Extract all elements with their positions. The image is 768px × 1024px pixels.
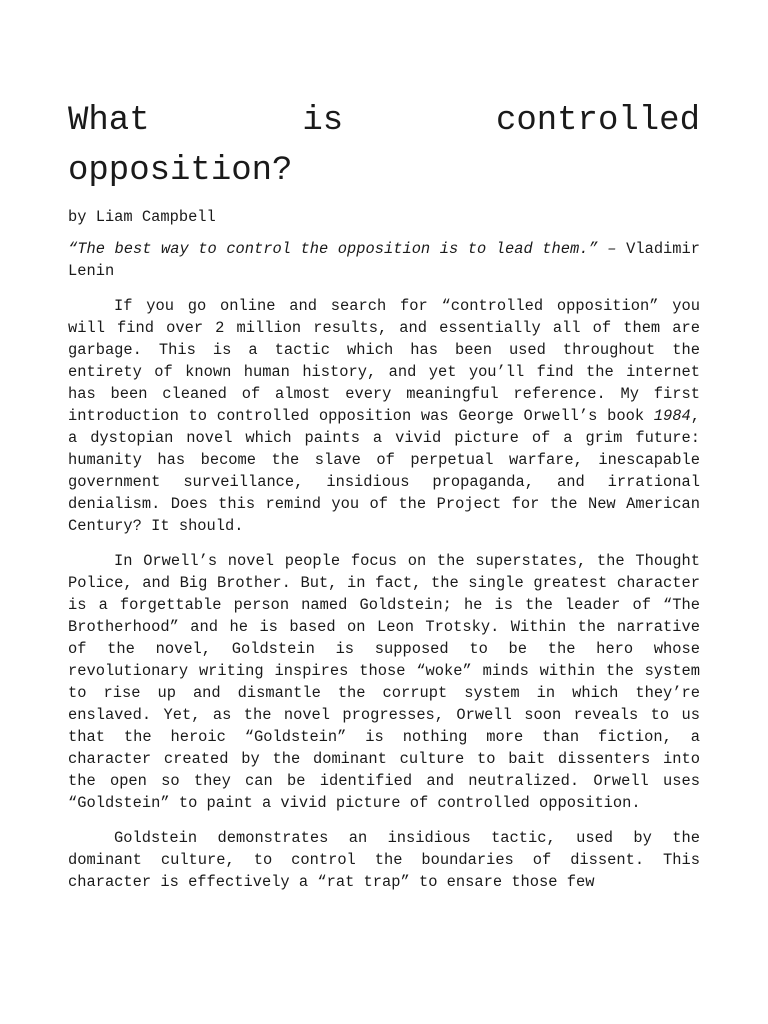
title-word-what: What (68, 102, 150, 140)
quote-author: Vladimir Lenin (68, 240, 700, 280)
title-line-2: opposition? (68, 152, 293, 190)
paragraph-1-part-a: If you go online and search for “controlled opposition” you will find over 2 million results, and essentially all of them are garbage. This is a tactic which has been used throughout the entirety of known human history, and yet you’ll find the internet has been cleaned of almost every meaningful reference. My first introduction to controlled opposition was George Orwell’s book (68, 297, 700, 425)
book-title-1984: 1984 (653, 407, 691, 425)
article-title (68, 96, 700, 196)
paragraph-2: In Orwell’s novel people focus on the superstates, the Thought Police, and Big Brother. But, in fact, the single greatest character is a forgettable person named Goldstein; he is the leader of “The Brotherhood” and he is based on Leon Trotsky. Within the narrative of the novel, Goldstein is supposed to be the hero whose revolutionary writing inspires those “woke” minds within the system to rise up and dismantle the corrupt system in which they’re enslaved. Yet, as the novel progresses, Orwell soon reveals to us that the heroic “Goldstein” is nothing more than fiction, a character created by the dominant culture to bait dissenters into the open so they can be identified and neutralized. Orwell uses “Goldstein” to paint a vivid picture of controlled opposition. (68, 552, 700, 812)
paragraph-1 (68, 295, 700, 537)
title-word-controlled: controlled (495, 102, 700, 140)
title-line-1 (68, 96, 700, 146)
paragraph-3: Goldstein demonstrates an insidious tactic, used by the dominant culture, to control the boundaries of dissent. This character is effectively a “rat trap” to ensare those few (68, 829, 700, 891)
title-word-is: is (302, 102, 344, 140)
paragraph-1-part-b: , a dystopian novel which paints a vivid picture of a grim future: humanity has become the slave of perpetual warfare, inescapable government surveillance, insidious propaganda, and irrational denialism. Does this remind you of the Project for the New American Century? It should. (68, 407, 700, 535)
epigraph-quote (68, 238, 700, 282)
byline: by Liam Campbell (68, 208, 216, 226)
quote-text: “The best way to control the opposition is to lead them.” – (68, 240, 617, 258)
